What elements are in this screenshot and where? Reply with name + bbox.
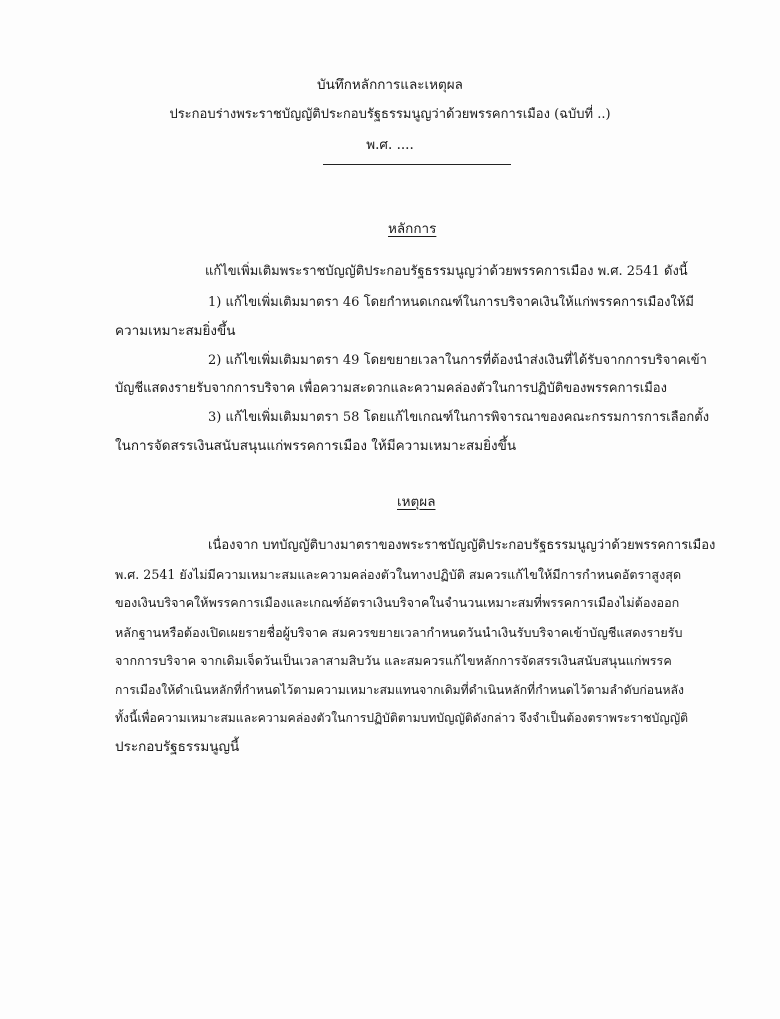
principles-heading: หลักการ (388, 221, 437, 237)
document-subtitle: ประกอบร่างพระราชบัญญัติประกอบรัฐธรรมนูญว่าด้วยพรรคการเมือง (ฉบับที่ ..) (169, 107, 611, 122)
reasons-line: ทั้งนี้เพื่อความเหมาะสมและความคล่องตัวในการปฏิบัติตามบทบัญญัติดังกล่าว จึงจำเป็นต้องตราพระราชบัญญัติ (115, 711, 689, 725)
reasons-line: ประกอบรัฐธรรมนูญนี้ (115, 739, 240, 755)
reasons-line: หลักฐานหรือต้องเปิดเผยรายชื่อผู้บริจาค สมควรขยายเวลากำหนดวันนำเงินรับบริจาคเข้าบัญชีแสดงรายรับ (115, 625, 683, 640)
document-year-line: พ.ศ. .... (366, 137, 414, 153)
principles-item-2-line-1: 2) แก้ไขเพิ่มเติมมาตรา 49 โดยขยายเวลาในการที่ต้องนำส่งเงินที่ได้รับจากการบริจาคเข้า (208, 353, 707, 368)
principles-item-1-line-2: ความเหมาะสมยิ่งขึ้น (115, 323, 236, 339)
reasons-line: เนื่องจาก บทบัญญัติบางมาตราของพระราชบัญญัติประกอบรัฐธรรมนูญว่าด้วยพรรคการเมือง (208, 538, 716, 553)
principles-item-3-line-1: 3) แก้ไขเพิ่มเติมมาตรา 58 โดยแก้ไขเกณฑ์ในการพิจารณาของคณะกรรมการการเลือกตั้ง (208, 410, 710, 425)
header-rule (323, 164, 511, 165)
principles-intro: แก้ไขเพิ่มเติมพระราชบัญญัติประกอบรัฐธรรมนูญว่าด้วยพรรคการเมือง พ.ศ. 2541 ดังนี้ (205, 264, 688, 279)
principles-item-3-line-2: ในการจัดสรรเงินสนับสนุนแก่พรรคการเมือง ให้มีความเหมาะสมยิ่งขึ้น (115, 438, 517, 454)
reasons-line: การเมืองให้ดำเนินหลักที่กำหนดไว้ตามความเหมาะสมแทนจากเดิมที่ดำเนินหลักที่กำหนดไว้ตามลำดับก่อนหลัง (115, 683, 684, 697)
document-title: บันทึกหลักการและเหตุผล (317, 77, 463, 93)
principles-item-1-line-1: 1) แก้ไขเพิ่มเติมมาตรา 46 โดยกำหนดเกณฑ์ในการบริจาคเงินให้แก่พรรคการเมืองให้มี (208, 295, 694, 310)
reasons-heading: เหตุผล (397, 494, 436, 510)
reasons-line: ของเงินบริจาคให้พรรคการเมืองและเกณฑ์อัตราเงินบริจาคในจำนวนเหมาะสมที่พรรคการเมืองไม่ต้องออก (115, 595, 680, 610)
reasons-line: พ.ศ. 2541 ยังไม่มีความเหมาะสมและความคล่องตัวในทางปฏิบัติ สมควรแก้ไขให้มีการกำหนดอัตราสูงสุด (115, 567, 682, 582)
reasons-line: จากการบริจาค จากเดิมเจ็ดวันเป็นเวลาสามสิบวัน และสมควรแก้ไขหลักการจัดสรรเงินสนับสนุนแก่พรรค (115, 653, 672, 668)
principles-item-2-line-2: บัญชีแสดงรายรับจากการบริจาค เพื่อความสะดวกและความคล่องตัวในการปฏิบัติของพรรคการเมือง (115, 381, 667, 396)
